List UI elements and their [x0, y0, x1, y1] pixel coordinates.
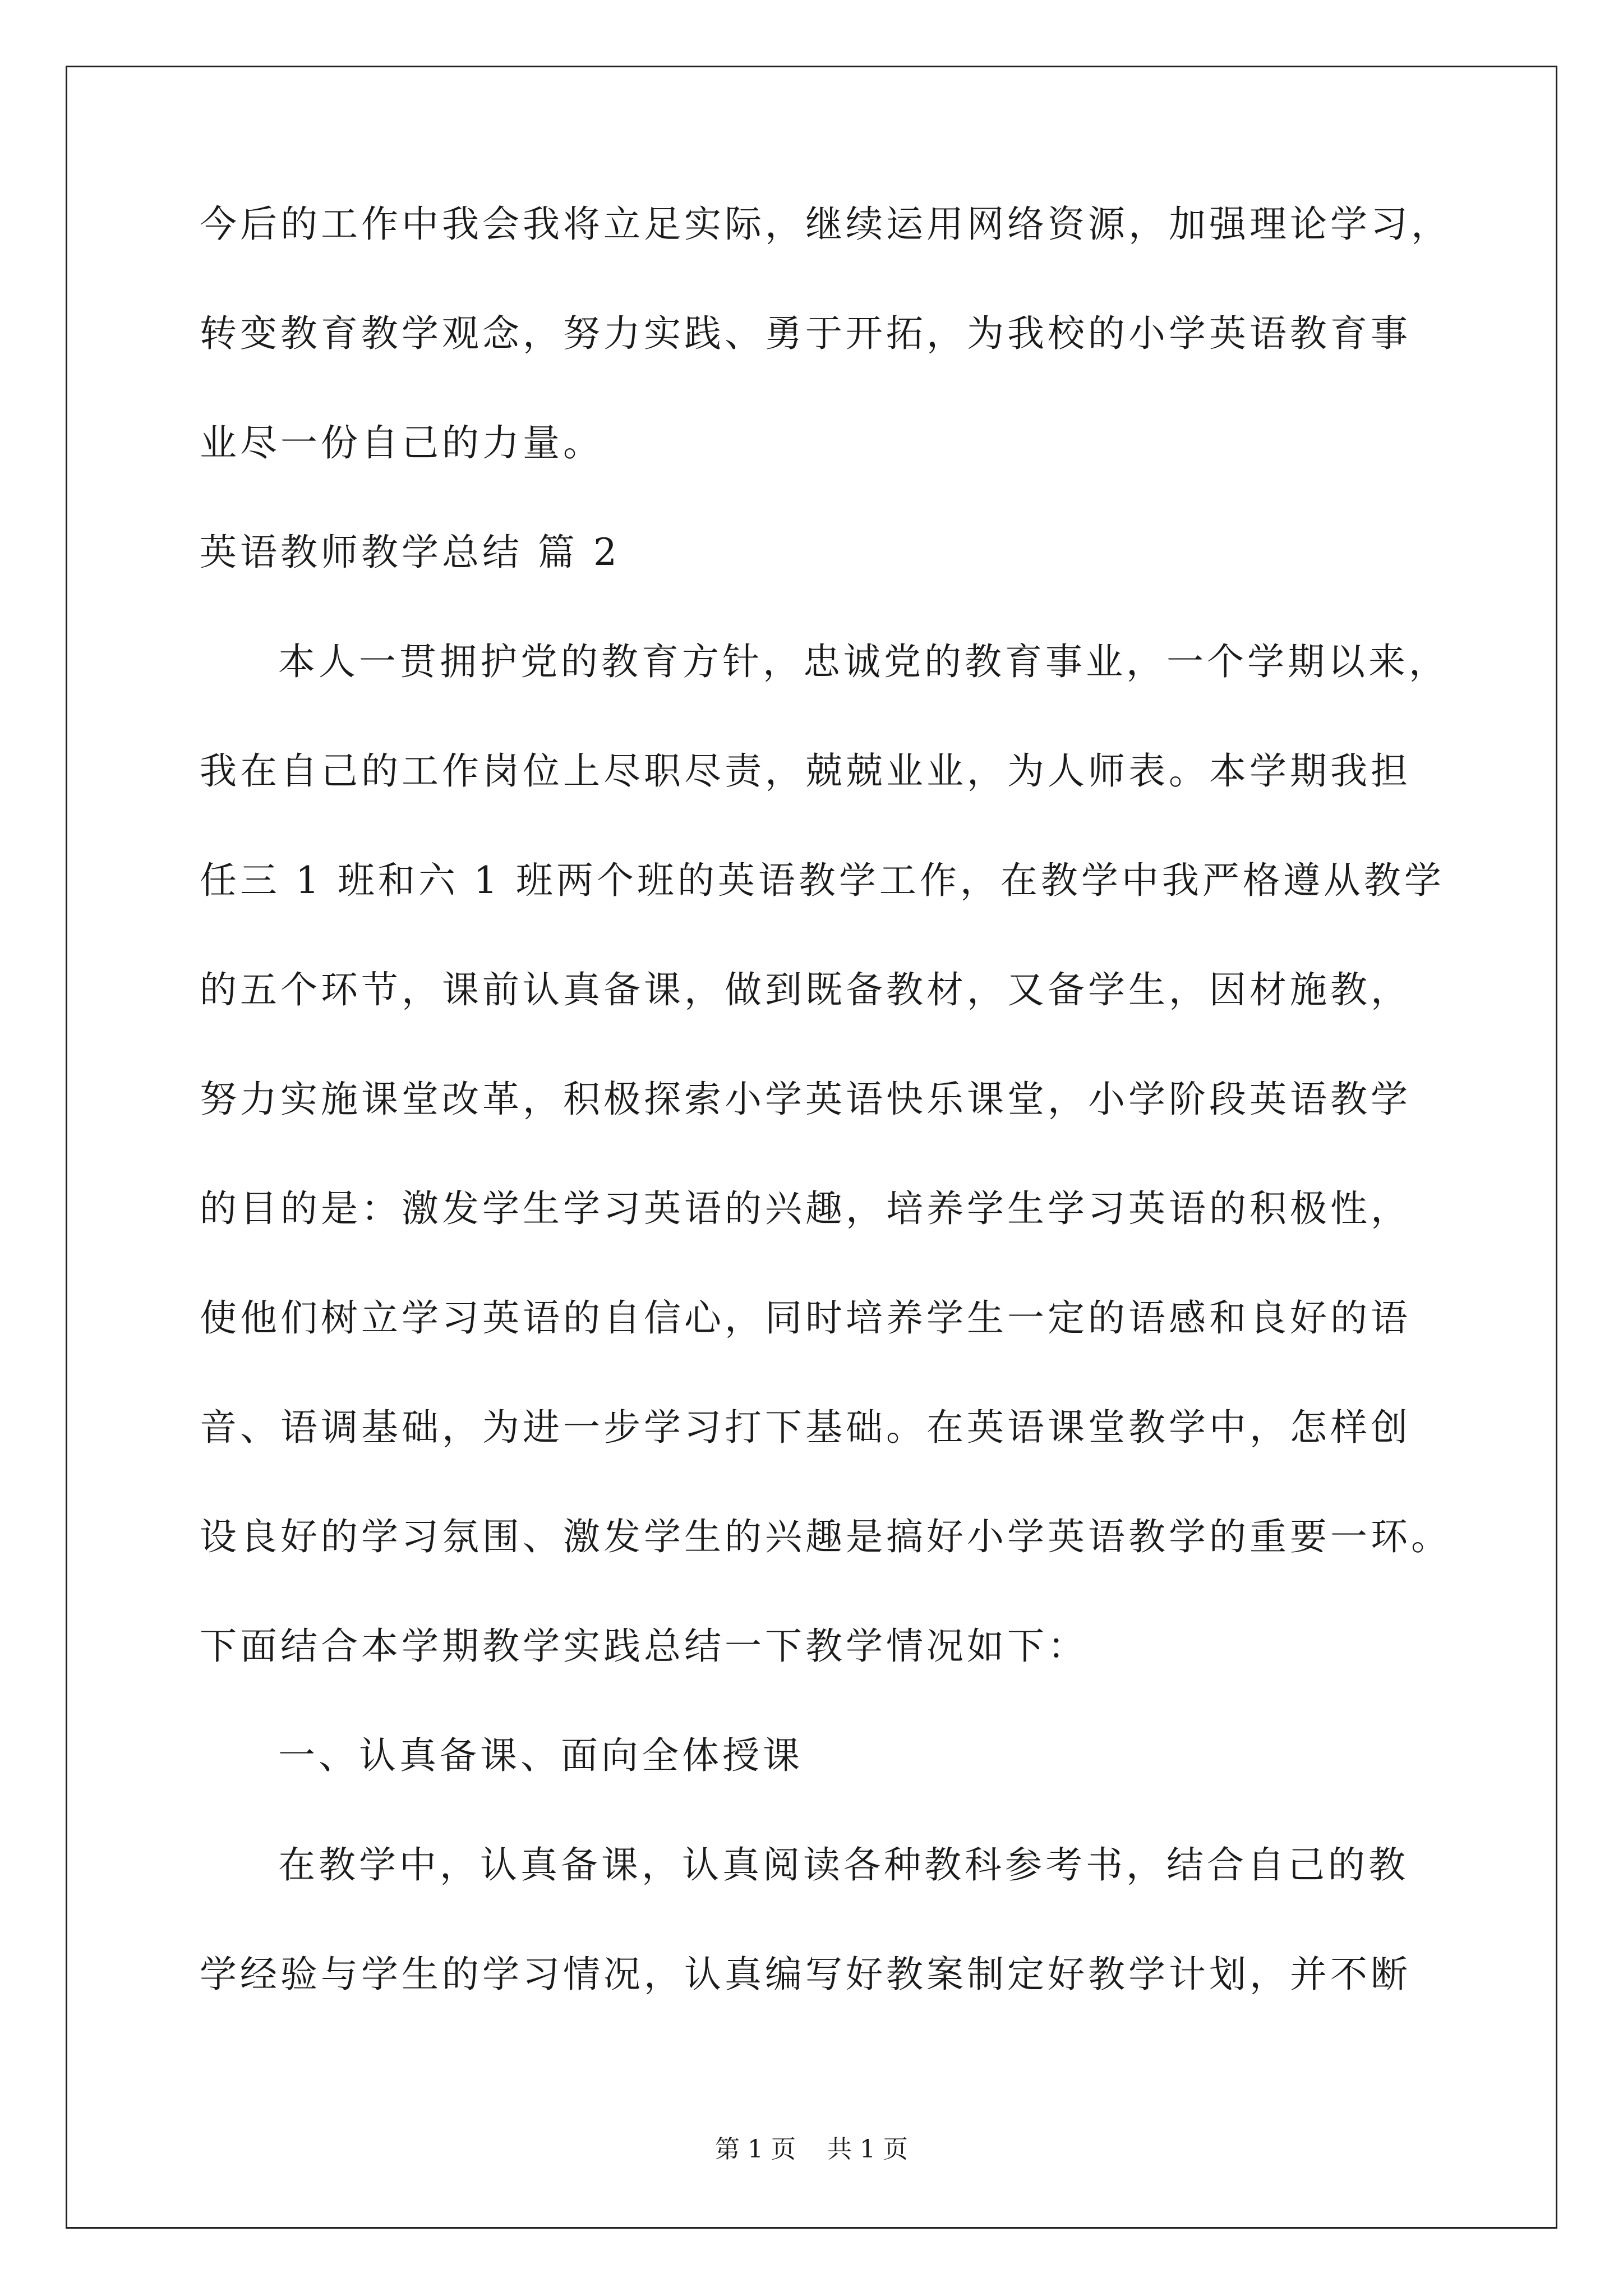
paragraph-line: 学经验与学生的学习情况，认真编写好教案制定好教学计划，并不断: [200, 1953, 1411, 1996]
paragraph-line: 在教学中，认真备课，认真阅读各种教科参考书，结合自己的教: [278, 1843, 1409, 1887]
text-line: 业尽一份自己的力量。: [200, 421, 603, 464]
paragraph-line: 努力实施课堂改革，积极探索小学英语快乐课堂，小学阶段英语教学: [200, 1078, 1411, 1121]
paragraph-line: 我在自己的工作岗位上尽职尽责，兢兢业业，为人师表。本学期我担: [200, 749, 1411, 793]
section-heading: 英语教师教学总结 篇 2: [200, 531, 620, 574]
paragraph-line: 本人一贯拥护党的教育方针，忠诚党的教育事业，一个学期以来，: [278, 640, 1449, 683]
paragraph-line: 的五个环节，课前认真备课，做到既备教材，又备学生，因材施教，: [200, 968, 1411, 1011]
paragraph-line: 使他们树立学习英语的自信心，同时培养学生一定的语感和良好的语: [200, 1296, 1411, 1340]
text-line: 转变教育教学观念，努力实践、勇于开拓，为我校的小学英语教育事: [200, 312, 1411, 355]
paragraph-line: 的目的是：激发学生学习英语的兴趣，培养学生学习英语的积极性，: [200, 1187, 1411, 1230]
subsection-heading: 一、认真备课、面向全体授课: [278, 1734, 803, 1777]
text-line: 今后的工作中我会我将立足实际，继续运用网络资源，加强理论学习，: [200, 203, 1451, 246]
page-border: [66, 66, 1557, 2229]
paragraph-line: 下面结合本学期教学实践总结一下教学情况如下：: [200, 1625, 1088, 1668]
paragraph-line: 任三 1 班和六 1 班两个班的英语教学工作，在教学中我严格遵从教学: [200, 859, 1445, 902]
paragraph-line: 音、语调基础，为进一步学习打下基础。在英语课堂教学中，怎样创: [200, 1406, 1411, 1449]
paragraph-line: 设良好的学习氛围、激发学生的兴趣是搞好小学英语教学的重要一环。: [200, 1515, 1451, 1558]
page-number: 第 1 页 共 1 页: [715, 2135, 908, 2164]
